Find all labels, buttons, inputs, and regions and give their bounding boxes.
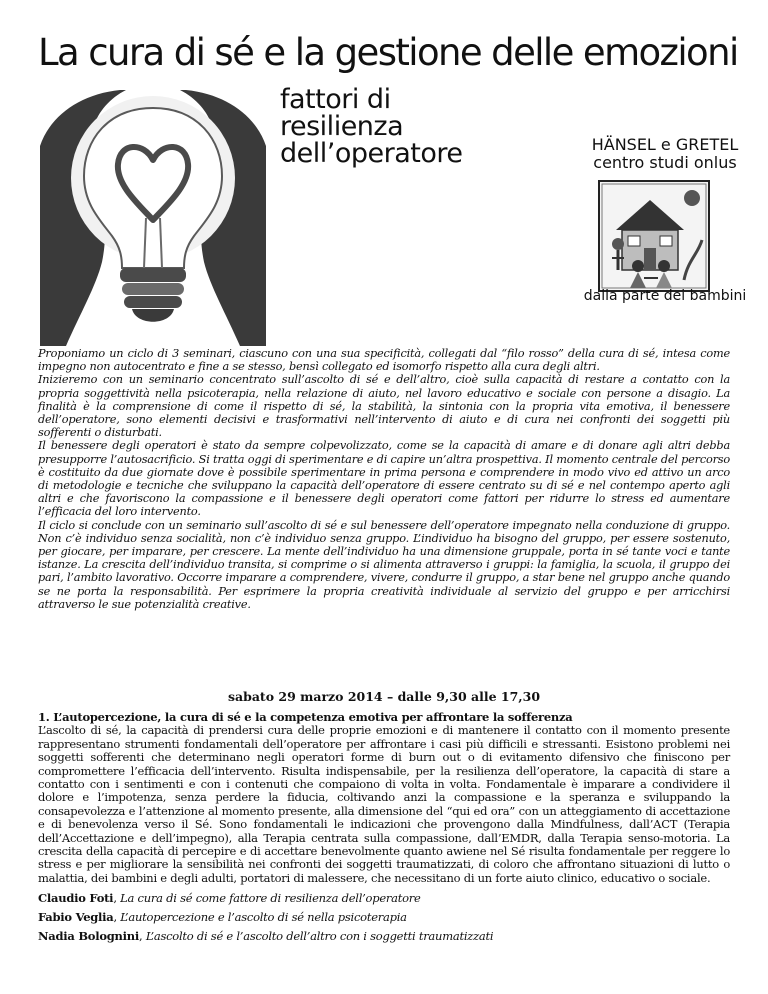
- session-block: [38, 711, 730, 948]
- page-title: La cura di sé e la gestione delle emozioni: [38, 31, 738, 74]
- session-date: sabato 29 marzo 2014 – dalle 9,30 alle 17,30: [227, 689, 541, 704]
- subtitle-line: dell’operatore: [280, 138, 463, 169]
- speaker-talk: La cura di sé come fattore di resilienza dell’operatore: [120, 891, 421, 906]
- speaker-name: Nadia Bolognini: [38, 929, 140, 944]
- intro-paragraph: Il ciclo si conclude con un seminario sull’ascolto di sé e sul benessere dell’operatore impegnato nella conduzione di gruppo. Non c’è individuo senza socialità, non c’è individuo senza gruppo. L’individuo ha bisogno del gruppo, per essere sostenuto, per giocare, per imparare, per crescere. La mente dell’individuo ha una dimensione gruppale, porta in sé tante voci e tante istanze. La crescita dell’individuo transita, si comprime o si alimenta attraverso i gruppi: la famiglia, la scuola, il gruppo dei pari, l’ambito lavorativo. Occorre imparare a comprendere, vivere, condurre il gruppo, a star bene nel gruppo anche quando se ne porta la responsabilità. Per esprimere la propria creatività individuale al servizio del gruppo e per arricchirsi attraverso le sue potenzialità creative.: [38, 518, 730, 611]
- subtitle-line: fattori di: [280, 84, 391, 115]
- speaker-talk: L’ascolto di sé e l’ascolto dell’altro con i soggetti traumatizzati: [145, 929, 494, 944]
- speaker-item: Nadia Bolognini, L’ascolto di sé e l’ascolto dell’altro con i soggetti traumatizzati: [38, 929, 494, 944]
- speaker-talk: L’autopercezione e l’ascolto di sé nella psicoterapia: [120, 910, 407, 925]
- organization-name-line1: HÄNSEL e GRETEL: [591, 135, 739, 154]
- subtitle-line: resilienza: [280, 111, 404, 142]
- organization-name: [580, 136, 750, 172]
- speaker-list: [38, 891, 730, 943]
- speaker-item: Claudio Foti, La cura di sé come fattore di resilienza dell’operatore: [38, 891, 421, 906]
- lightbulb-heart-icon: [40, 86, 266, 346]
- intro-paragraph: Proponiamo un ciclo di 3 seminari, ciascuno con una sua specificità, collegati dal “filo rosso” della cura di sé, intesa come impegno non autocentrato e fine a se stesso, bensì collegato ed isomorfo rispetto alla cura degli altri.: [38, 347, 730, 374]
- intro-paragraph: Inizieremo con un seminario concentrato sull’ascolto di sé e dell’altro, cioè sulla capacità di restare a contatto con la propria soggettività nella psicoterapia, nella relazione di aiuto, nel lavoro educativo e sociale con persone a disagio. La finalità è la comprensione di come il rispetto di sé, la stabilità, la sintonia con la propria vita emotiva, il benessere dell’operatore, sono elementi decisivi e trasformativi nell’intervento di aiuto e di cura nei confronti dei soggetti più sofferenti o disturbati.: [38, 373, 730, 440]
- organization-name-line2: centro studi onlus: [593, 153, 737, 172]
- session-title: 1. L’autopercezione, la cura di sé e la competenza emotiva per affrontare la sofferenza: [38, 710, 573, 724]
- house-children-drawing-icon: [598, 180, 710, 292]
- intro-paragraph: Il benessere degli operatori è stato da sempre colpevolizzato, come se la capacità di amare e di donare agli altri debba presupporre l’autosacrificio. Si tratta oggi di sperimentare e di capire un’altra prospettiva. Il momento centrale del percorso è costituito da due giornate dove è possibile sperimentare in prima persona e comprendere in modo vivo ed attivo un arco di metodologie e tecniche che sviluppano la capacità dell’operatore di essere centrato su di sé e nel contempo aperto agli altri e che favoriscono la compassione e il benessere degli operatori come fattori per ridurre lo stress ed aumentare l’efficacia del loro intervento.: [38, 439, 730, 519]
- subtitle: [280, 86, 462, 167]
- session-description: L’ascolto di sé, la capacità di prendersi cura delle proprie emozioni e di mantenere il contatto con il momento presente rappresentano strumenti fondamentali dell’operatore per affrontare i casi più difficili e stressanti. Esistono problemi nei soggetti sofferenti che determinano negli operatori forme di burn out o di evitamento difensivo che finiscono per compromettere l’efficacia dell’intervento. Risulta indispensabile, per la resilienza dell’operatore, la capacità di stare a contatto con i sentimenti e con i contenuti che compaiono di volta in volta. Fondamentale è imparare a condividere il dolore e l’impotenza, senza perdere la fiducia, coltivando anzi la compassione e la speranza e sviluppando la consapevolezza e l’attenzione al momento presente, alla dimensione del “qui ed ora” con un atteggiamento di accettazione e di benevolenza verso il Sé. Sono fondamentali le indicazioni che provengono dalla Mindfulness, dall’ACT (Terapia dell’Accettazione e dell’impegno), alla Terapia centrata sulla compassione, dall’EMDR, dalla Terapia senso-motoria. La crescita della capacità di percepire e di accettare benevolmente quanto awiene nel Sé risulta fondamentale per reggere lo stress e per migliorare la sensibilità nei confronti dei soggetti traumatizzati, di coloro che affrontano situazioni di lutto o malattia, dei bambini e degli adulti, portatori di malessere, che necessitano di un forte aiuto clinico, educativo o sociale.: [38, 723, 730, 885]
- organization-tagline: dalla parte dei bambini: [583, 288, 747, 304]
- speaker-name: Claudio Foti: [38, 891, 114, 906]
- speaker-item: Fabio Veglia, L’autopercezione e l’ascolto di sé nella psicoterapia: [38, 910, 407, 925]
- speaker-name: Fabio Veglia: [38, 910, 114, 925]
- intro-text: [38, 347, 730, 611]
